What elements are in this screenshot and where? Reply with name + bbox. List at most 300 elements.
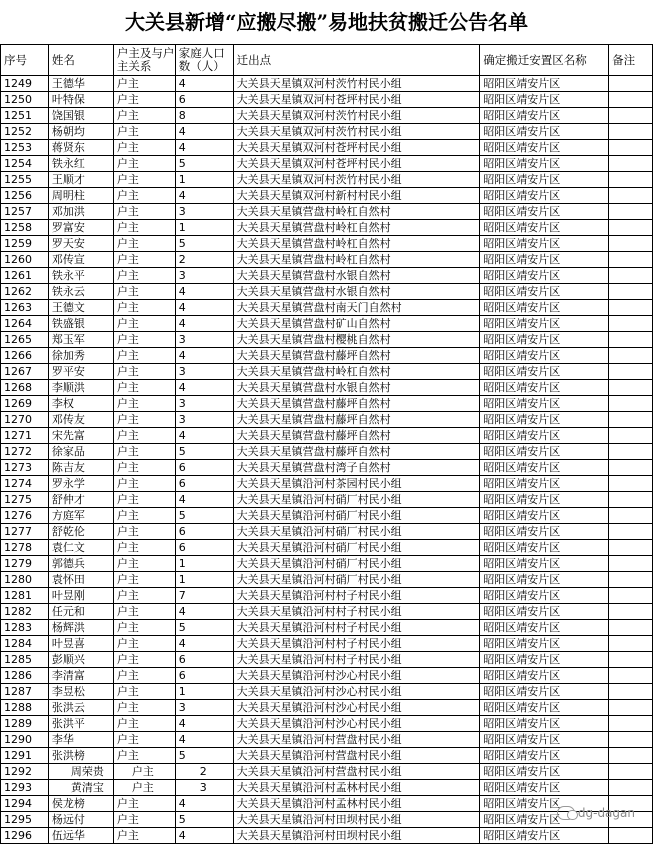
cell-remarks bbox=[609, 476, 653, 492]
table-row bbox=[1, 508, 653, 524]
cell-seq: 1250 bbox=[1, 92, 49, 108]
cell-relation: 户主 bbox=[113, 204, 175, 220]
table-row bbox=[1, 268, 653, 284]
cell-relation: 户主 bbox=[113, 76, 175, 92]
cell-family-size: 6 bbox=[175, 476, 233, 492]
cell-remarks bbox=[609, 156, 653, 172]
cell-destination: 昭阳区靖安片区 bbox=[480, 716, 609, 732]
cell-remarks bbox=[609, 780, 653, 796]
cell-name: 宋先富 bbox=[48, 428, 113, 444]
cell-name: 罗平安 bbox=[48, 364, 113, 380]
table-row bbox=[1, 764, 653, 780]
cell-relation: 户主 bbox=[113, 652, 175, 668]
cell-name: 罗天安 bbox=[48, 236, 113, 252]
cell-seq: 1284 bbox=[1, 636, 49, 652]
cell-origin: 大关县天星镇沿河村营盘村民小组 bbox=[233, 748, 480, 764]
cell-destination: 昭阳区靖安片区 bbox=[480, 348, 609, 364]
cell-seq: 1261 bbox=[1, 268, 49, 284]
cell-name: 张洪云 bbox=[48, 700, 113, 716]
cell-relation: 户主 bbox=[113, 588, 175, 604]
cell-seq: 1277 bbox=[1, 524, 49, 540]
cell-remarks bbox=[609, 748, 653, 764]
cell-seq: 1254 bbox=[1, 156, 49, 172]
cell-relation: 户主 bbox=[113, 460, 175, 476]
cell-seq: 1252 bbox=[1, 124, 49, 140]
table-row bbox=[1, 156, 653, 172]
cell-relation: 户主 bbox=[113, 92, 175, 108]
cell-remarks bbox=[609, 140, 653, 156]
table-row bbox=[1, 572, 653, 588]
cell-seq: 1256 bbox=[1, 188, 49, 204]
cell-destination: 昭阳区靖安片区 bbox=[480, 508, 609, 524]
cell-seq: 1286 bbox=[1, 668, 49, 684]
cell-family-size: 5 bbox=[175, 508, 233, 524]
cell-origin: 大关县天星镇营盘村矿山自然村 bbox=[233, 316, 480, 332]
table-row bbox=[1, 172, 653, 188]
cell-remarks bbox=[609, 572, 653, 588]
cell-family-size: 4 bbox=[175, 316, 233, 332]
cell-relation: 户主 bbox=[113, 428, 175, 444]
cell-seq: 1276 bbox=[1, 508, 49, 524]
cell-origin: 大关县天星镇沿河村村子村民小组 bbox=[233, 588, 480, 604]
cell-name: 蒋贤东 bbox=[48, 140, 113, 156]
cell-name: 张洪平 bbox=[48, 716, 113, 732]
cell-relation: 户主 bbox=[113, 812, 175, 828]
table-row bbox=[1, 732, 653, 748]
cell-origin: 大关县天星镇营盘村岭杠自然村 bbox=[233, 252, 480, 268]
cell-remarks bbox=[609, 188, 653, 204]
cell-remarks bbox=[609, 268, 653, 284]
cell-seq: 1290 bbox=[1, 732, 49, 748]
cell-name: 郑玉军 bbox=[48, 332, 113, 348]
cell-remarks bbox=[609, 620, 653, 636]
cell-remarks bbox=[609, 252, 653, 268]
cell-name: 伍远华 bbox=[48, 828, 113, 844]
cell-relation: 户主 bbox=[113, 236, 175, 252]
cell-name: 饶国银 bbox=[48, 108, 113, 124]
cell-origin: 大关县天星镇营盘村岭杠自然村 bbox=[233, 204, 480, 220]
cell-origin: 大关县天星镇营盘村樱桃自然村 bbox=[233, 332, 480, 348]
table-row bbox=[1, 332, 653, 348]
cell-destination: 昭阳区靖安片区 bbox=[480, 364, 609, 380]
cell-remarks bbox=[609, 652, 653, 668]
cell-origin: 大关县天星镇沿河村硝厂村民小组 bbox=[233, 524, 480, 540]
cell-family-size: 4 bbox=[175, 716, 233, 732]
cell-family-size: 6 bbox=[175, 524, 233, 540]
cell-origin: 大关县天星镇沿河村村子村民小组 bbox=[233, 652, 480, 668]
cell-remarks bbox=[609, 588, 653, 604]
cell-remarks bbox=[609, 540, 653, 556]
cell-family-size: 6 bbox=[175, 540, 233, 556]
table-row bbox=[1, 524, 653, 540]
cell-remarks bbox=[609, 348, 653, 364]
relocation-table bbox=[0, 44, 653, 844]
cell-remarks bbox=[609, 764, 653, 780]
cell-destination: 昭阳区靖安片区 bbox=[480, 476, 609, 492]
table-row bbox=[1, 204, 653, 220]
cell-remarks bbox=[609, 716, 653, 732]
cell-destination: 昭阳区靖安片区 bbox=[480, 636, 609, 652]
table-row bbox=[1, 812, 653, 828]
cell-name: 叶昱喜 bbox=[48, 636, 113, 652]
cell-family-size: 4 bbox=[175, 284, 233, 300]
cell-relation: 户主 bbox=[113, 220, 175, 236]
table-row bbox=[1, 780, 653, 796]
cell-remarks bbox=[609, 668, 653, 684]
cell-relation: 户主 bbox=[113, 444, 175, 460]
cell-destination: 昭阳区靖安片区 bbox=[480, 604, 609, 620]
cell-seq: 1268 bbox=[1, 380, 49, 396]
cell-family-size: 1 bbox=[175, 172, 233, 188]
cell-seq: 1266 bbox=[1, 348, 49, 364]
cell-seq: 1249 bbox=[1, 76, 49, 92]
cell-family-size: 4 bbox=[175, 604, 233, 620]
table-row bbox=[1, 540, 653, 556]
table-row bbox=[1, 108, 653, 124]
cell-name: 陈吉友 bbox=[48, 460, 113, 476]
cell-destination: 昭阳区靖安片区 bbox=[480, 588, 609, 604]
cell-remarks bbox=[609, 428, 653, 444]
table-row bbox=[1, 252, 653, 268]
cell-relation: 户主 bbox=[113, 140, 175, 156]
cell-remarks bbox=[609, 220, 653, 236]
table-row bbox=[1, 188, 653, 204]
cell-destination: 昭阳区靖安片区 bbox=[480, 188, 609, 204]
cell-remarks bbox=[609, 732, 653, 748]
cell-destination: 昭阳区靖安片区 bbox=[480, 380, 609, 396]
cell-family-size: 1 bbox=[175, 684, 233, 700]
cell-family-size: 3 bbox=[175, 204, 233, 220]
cell-seq: 1285 bbox=[1, 652, 49, 668]
cell-name: 徐家品 bbox=[48, 444, 113, 460]
cell-origin: 大关县天星镇沿河村沙心村民小组 bbox=[233, 668, 480, 684]
cell-name: 徐加秀 bbox=[48, 348, 113, 364]
cell-seq: 1296 bbox=[1, 828, 49, 844]
watermark-text: dg-dagan bbox=[577, 806, 635, 820]
cell-destination: 昭阳区靖安片区 bbox=[480, 268, 609, 284]
cell-seq: 1258 bbox=[1, 220, 49, 236]
cell-destination: 昭阳区靖安片区 bbox=[480, 300, 609, 316]
cell-remarks bbox=[609, 76, 653, 92]
cell-destination: 昭阳区靖安片区 bbox=[480, 92, 609, 108]
cell-relation: 户主 bbox=[113, 380, 175, 396]
cell-name: 邓加洪 bbox=[48, 204, 113, 220]
cell-relation: 户主 bbox=[113, 524, 175, 540]
cell-origin: 大关县天星镇沿河村田坝村民小组 bbox=[233, 812, 480, 828]
cell-destination: 昭阳区靖安片区 bbox=[480, 780, 609, 796]
cell-remarks bbox=[609, 92, 653, 108]
cell-origin: 大关县天星镇沿河村沙心村民小组 bbox=[233, 700, 480, 716]
cell-origin: 大关县天星镇双河村茨竹村民小组 bbox=[233, 108, 480, 124]
cell-remarks bbox=[609, 364, 653, 380]
cell-destination: 昭阳区靖安片区 bbox=[480, 236, 609, 252]
cell-destination: 昭阳区靖安片区 bbox=[480, 828, 609, 844]
cell-destination: 昭阳区靖安片区 bbox=[480, 332, 609, 348]
cell-destination: 昭阳区靖安片区 bbox=[480, 156, 609, 172]
cell-origin: 大关县天星镇沿河村孟林村民小组 bbox=[233, 780, 480, 796]
cell-name: 周明柱 bbox=[48, 188, 113, 204]
cell-remarks bbox=[609, 172, 653, 188]
cell-relation: 户主 bbox=[113, 268, 175, 284]
cell-destination: 昭阳区靖安片区 bbox=[480, 428, 609, 444]
cell-remarks bbox=[609, 460, 653, 476]
cell-seq: 1257 bbox=[1, 204, 49, 220]
cell-name: 叶特保 bbox=[48, 92, 113, 108]
cell-origin: 大关县天星镇沿河村硝厂村民小组 bbox=[233, 572, 480, 588]
cell-name: 郭德兵 bbox=[48, 556, 113, 572]
cell-origin: 大关县天星镇双河村苍坪村民小组 bbox=[233, 92, 480, 108]
page-title: 大关县新增“应搬尽搬”易地扶贫搬迁公告名单 bbox=[124, 10, 528, 34]
header-relation: 户主及与户主关系 bbox=[113, 45, 175, 76]
cell-family-size: 3 bbox=[175, 412, 233, 428]
cell-family-size: 4 bbox=[175, 636, 233, 652]
table-row bbox=[1, 652, 653, 668]
cell-seq: 1262 bbox=[1, 284, 49, 300]
header-seq: 序号 bbox=[1, 45, 49, 76]
cell-seq: 1273 bbox=[1, 460, 49, 476]
cell-seq: 1293 bbox=[1, 780, 49, 796]
cell-relation: 户主 bbox=[113, 796, 175, 812]
cell-remarks bbox=[609, 108, 653, 124]
cell-destination: 昭阳区靖安片区 bbox=[480, 284, 609, 300]
cell-seq: 1288 bbox=[1, 700, 49, 716]
table-row bbox=[1, 492, 653, 508]
cell-relation: 户主 bbox=[113, 364, 175, 380]
cell-name: 李顺洪 bbox=[48, 380, 113, 396]
cell-seq: 1287 bbox=[1, 684, 49, 700]
cell-origin: 大关县天星镇沿河村硝厂村民小组 bbox=[233, 556, 480, 572]
cell-relation: 户主 bbox=[113, 716, 175, 732]
cell-remarks bbox=[609, 284, 653, 300]
cell-relation: 户主 bbox=[113, 284, 175, 300]
cell-name: 罗富安 bbox=[48, 220, 113, 236]
cell-origin: 大关县天星镇营盘村水银自然村 bbox=[233, 268, 480, 284]
cell-seq: 1282 bbox=[1, 604, 49, 620]
cell-relation: 户主 bbox=[113, 300, 175, 316]
table-row bbox=[1, 460, 653, 476]
cell-name: 李华 bbox=[48, 732, 113, 748]
wechat-icon bbox=[557, 806, 575, 820]
cell-family-size: 3 bbox=[175, 780, 233, 796]
cell-name: 铁永红 bbox=[48, 156, 113, 172]
cell-seq: 1294 bbox=[1, 796, 49, 812]
cell-relation: 户主 bbox=[113, 332, 175, 348]
cell-destination: 昭阳区靖安片区 bbox=[480, 220, 609, 236]
table-row bbox=[1, 220, 653, 236]
cell-relation: 户主 bbox=[113, 252, 175, 268]
cell-family-size: 3 bbox=[175, 332, 233, 348]
cell-relation: 户主 bbox=[113, 188, 175, 204]
cell-family-size: 6 bbox=[175, 92, 233, 108]
table-row bbox=[1, 636, 653, 652]
cell-family-size: 4 bbox=[175, 492, 233, 508]
cell-family-size: 1 bbox=[175, 572, 233, 588]
table-row bbox=[1, 444, 653, 460]
cell-family-size: 7 bbox=[175, 588, 233, 604]
cell-name: 邓传友 bbox=[48, 412, 113, 428]
cell-remarks bbox=[609, 636, 653, 652]
cell-family-size: 2 bbox=[175, 764, 233, 780]
cell-name: 杨辉洪 bbox=[48, 620, 113, 636]
cell-remarks bbox=[609, 684, 653, 700]
cell-destination: 昭阳区靖安片区 bbox=[480, 684, 609, 700]
cell-relation: 户主 bbox=[113, 476, 175, 492]
cell-origin: 大关县天星镇营盘村岭杠自然村 bbox=[233, 236, 480, 252]
cell-relation: 户主 bbox=[113, 492, 175, 508]
cell-origin: 大关县天星镇营盘村岭杠自然村 bbox=[233, 364, 480, 380]
cell-origin: 大关县天星镇营盘村水银自然村 bbox=[233, 284, 480, 300]
header-remarks: 备注 bbox=[609, 45, 653, 76]
cell-family-size: 4 bbox=[175, 140, 233, 156]
cell-remarks bbox=[609, 412, 653, 428]
cell-destination: 昭阳区靖安片区 bbox=[480, 620, 609, 636]
cell-seq: 1292 bbox=[1, 764, 49, 780]
cell-name: 铁永云 bbox=[48, 284, 113, 300]
table-row bbox=[1, 348, 653, 364]
cell-origin: 大关县天星镇双河村新村村民小组 bbox=[233, 188, 480, 204]
cell-relation: 户主 bbox=[113, 412, 175, 428]
cell-relation: 户主 bbox=[113, 348, 175, 364]
table-body bbox=[1, 76, 653, 844]
cell-relation: 户主 bbox=[113, 604, 175, 620]
cell-family-size: 5 bbox=[175, 156, 233, 172]
cell-seq: 1291 bbox=[1, 748, 49, 764]
cell-family-size: 1 bbox=[175, 556, 233, 572]
cell-seq: 1275 bbox=[1, 492, 49, 508]
cell-relation: 户主 bbox=[113, 108, 175, 124]
cell-origin: 大关县天星镇沿河村田坝村民小组 bbox=[233, 828, 480, 844]
cell-origin: 大关县天星镇营盘村水银自然村 bbox=[233, 380, 480, 396]
cell-name: 袁仁文 bbox=[48, 540, 113, 556]
cell-seq: 1272 bbox=[1, 444, 49, 460]
table-header-row bbox=[1, 45, 653, 76]
cell-name: 侯龙榜 bbox=[48, 796, 113, 812]
cell-family-size: 4 bbox=[175, 76, 233, 92]
cell-name: 杨远付 bbox=[48, 812, 113, 828]
cell-remarks bbox=[609, 604, 653, 620]
cell-destination: 昭阳区靖安片区 bbox=[480, 396, 609, 412]
table-row bbox=[1, 684, 653, 700]
cell-destination: 昭阳区靖安片区 bbox=[480, 748, 609, 764]
cell-name: 李昱松 bbox=[48, 684, 113, 700]
cell-family-size: 3 bbox=[175, 700, 233, 716]
cell-origin: 大关县天星镇双河村茨竹村民小组 bbox=[233, 172, 480, 188]
table-row bbox=[1, 236, 653, 252]
table-row bbox=[1, 396, 653, 412]
cell-seq: 1263 bbox=[1, 300, 49, 316]
cell-family-size: 2 bbox=[175, 252, 233, 268]
cell-destination: 昭阳区靖安片区 bbox=[480, 124, 609, 140]
cell-name: 王德文 bbox=[48, 300, 113, 316]
cell-relation: 户主 bbox=[113, 540, 175, 556]
cell-destination: 昭阳区靖安片区 bbox=[480, 444, 609, 460]
cell-relation: 户主 bbox=[113, 556, 175, 572]
cell-family-size: 5 bbox=[175, 748, 233, 764]
cell-family-size: 5 bbox=[175, 444, 233, 460]
cell-relation: 户主 bbox=[113, 732, 175, 748]
cell-name: 张洪榜 bbox=[48, 748, 113, 764]
cell-seq: 1269 bbox=[1, 396, 49, 412]
cell-seq: 1280 bbox=[1, 572, 49, 588]
header-family-size: 家庭人口数（人） bbox=[175, 45, 233, 76]
cell-family-size: 3 bbox=[175, 364, 233, 380]
cell-name: 罗永学 bbox=[48, 476, 113, 492]
cell-seq: 1251 bbox=[1, 108, 49, 124]
table-row bbox=[1, 620, 653, 636]
cell-family-size: 5 bbox=[175, 236, 233, 252]
header-name: 姓名 bbox=[48, 45, 113, 76]
cell-origin: 大关县天星镇营盘村藤坪自然村 bbox=[233, 348, 480, 364]
cell-destination: 昭阳区靖安片区 bbox=[480, 204, 609, 220]
cell-family-size: 4 bbox=[175, 796, 233, 812]
cell-seq: 1264 bbox=[1, 316, 49, 332]
cell-destination: 昭阳区靖安片区 bbox=[480, 140, 609, 156]
cell-origin: 大关县天星镇营盘村湾子自然村 bbox=[233, 460, 480, 476]
cell-relation: 户主 bbox=[113, 316, 175, 332]
cell-seq: 1267 bbox=[1, 364, 49, 380]
cell-relation: 户主 bbox=[113, 636, 175, 652]
cell-origin: 大关县天星镇营盘村藤坪自然村 bbox=[233, 444, 480, 460]
cell-family-size: 3 bbox=[175, 396, 233, 412]
cell-remarks bbox=[609, 700, 653, 716]
cell-seq: 1255 bbox=[1, 172, 49, 188]
cell-seq: 1278 bbox=[1, 540, 49, 556]
cell-origin: 大关县天星镇营盘村岭杠自然村 bbox=[233, 220, 480, 236]
cell-name: 叶昱刚 bbox=[48, 588, 113, 604]
table-row bbox=[1, 716, 653, 732]
cell-seq: 1289 bbox=[1, 716, 49, 732]
cell-destination: 昭阳区靖安片区 bbox=[480, 252, 609, 268]
cell-remarks bbox=[609, 124, 653, 140]
cell-name: 王德华 bbox=[48, 76, 113, 92]
cell-destination: 昭阳区靖安片区 bbox=[480, 700, 609, 716]
cell-origin: 大关县天星镇营盘村藤坪自然村 bbox=[233, 396, 480, 412]
cell-seq: 1271 bbox=[1, 428, 49, 444]
cell-destination: 昭阳区靖安片区 bbox=[480, 108, 609, 124]
cell-family-size: 1 bbox=[175, 220, 233, 236]
cell-origin: 大关县天星镇沿河村茶园村民小组 bbox=[233, 476, 480, 492]
cell-destination: 昭阳区靖安片区 bbox=[480, 652, 609, 668]
table-row bbox=[1, 668, 653, 684]
cell-origin: 大关县天星镇双河村苍坪村民小组 bbox=[233, 140, 480, 156]
cell-remarks bbox=[609, 396, 653, 412]
cell-remarks bbox=[609, 380, 653, 396]
cell-remarks bbox=[609, 444, 653, 460]
cell-seq: 1274 bbox=[1, 476, 49, 492]
table-row bbox=[1, 604, 653, 620]
cell-destination: 昭阳区靖安片区 bbox=[480, 572, 609, 588]
cell-remarks bbox=[609, 524, 653, 540]
cell-origin: 大关县天星镇沿河村营盘村民小组 bbox=[233, 732, 480, 748]
cell-name: 舒仲才 bbox=[48, 492, 113, 508]
header-destination: 确定搬迁安置区名称 bbox=[480, 45, 609, 76]
cell-family-size: 4 bbox=[175, 828, 233, 844]
table-row bbox=[1, 364, 653, 380]
cell-name: 铁盛银 bbox=[48, 316, 113, 332]
cell-name: 邓传宣 bbox=[48, 252, 113, 268]
cell-seq: 1265 bbox=[1, 332, 49, 348]
table-row bbox=[1, 380, 653, 396]
cell-destination: 昭阳区靖安片区 bbox=[480, 412, 609, 428]
table-row bbox=[1, 316, 653, 332]
cell-seq: 1283 bbox=[1, 620, 49, 636]
cell-relation: 户主 bbox=[113, 156, 175, 172]
cell-relation: 户主 bbox=[113, 620, 175, 636]
cell-origin: 大关县天星镇沿河村孟林村民小组 bbox=[233, 796, 480, 812]
table-row bbox=[1, 76, 653, 92]
table-row bbox=[1, 428, 653, 444]
cell-relation: 户主 bbox=[113, 828, 175, 844]
